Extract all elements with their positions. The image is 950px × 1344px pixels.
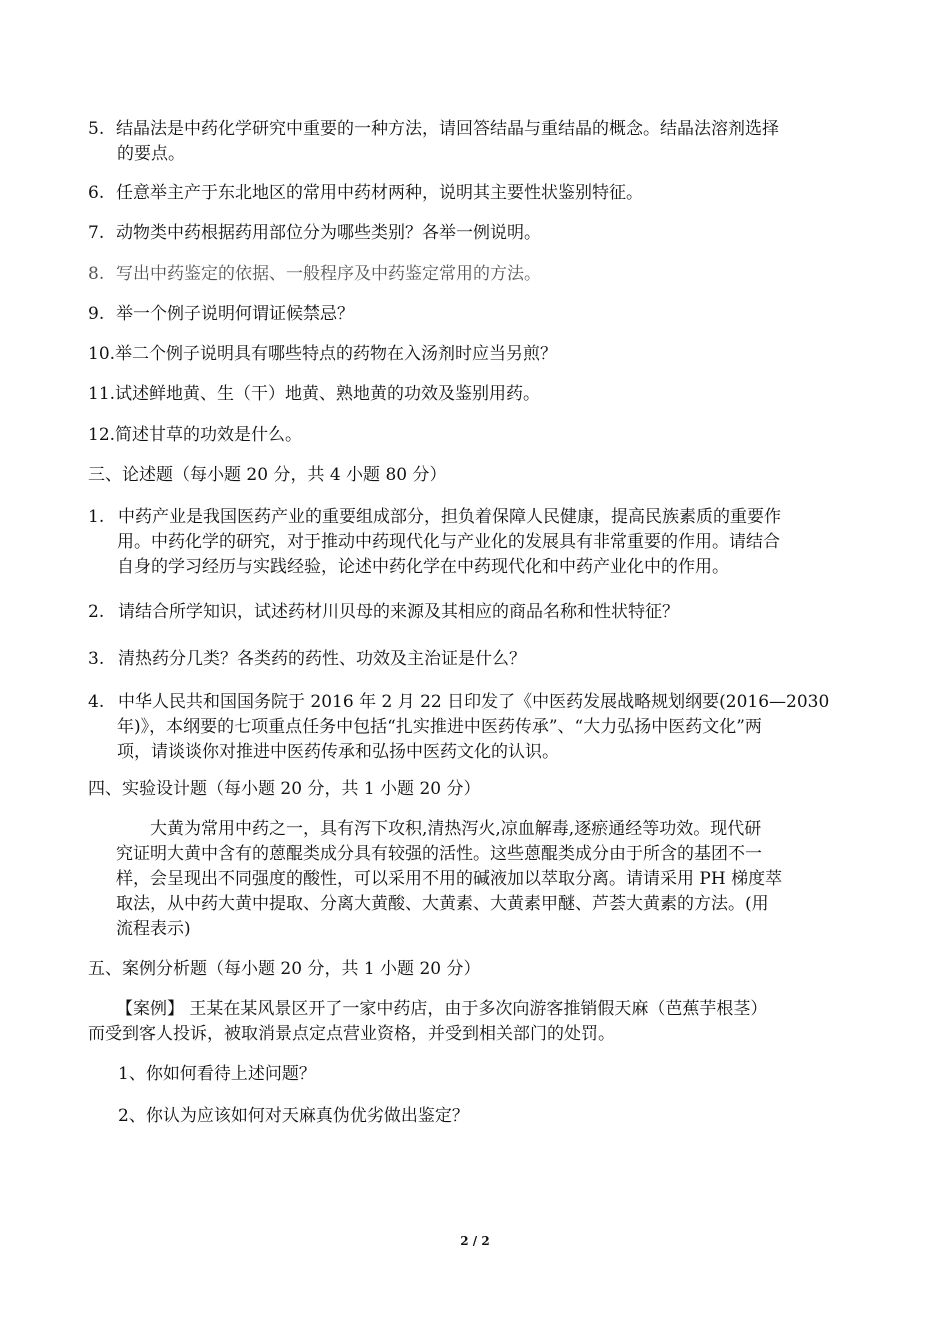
experiment-paragraph-cont: 流程表示) (116, 919, 191, 939)
experiment-paragraph-cont: 取法，从中药大黄中提取、分离大黄酸、大黄素、大黄素甲醚、芦荟大黄素的方法。(用 (116, 894, 769, 914)
question-12: 12.简述甘草的功效是什么。 (88, 425, 303, 445)
page-number: 2 / 2 (460, 1234, 490, 1248)
section-5-heading: 五、案例分析题（每小题 20 分，共 1 小题 20 分） (88, 959, 481, 979)
essay-question-4-cont: 项，请谈谈你对推进中医药传承和弘扬中医药文化的认识。 (117, 742, 559, 762)
essay-question-4-cont: 年)》，本纲要的七项重点任务中包括“扎实推进中医药传承”、“大力弘扬中医药文化”两 (117, 717, 762, 737)
question-10: 10.举二个例子说明具有哪些特点的药物在入汤剂时应当另煎？ (88, 344, 558, 364)
section-4-heading: 四、实验设计题（每小题 20 分，共 1 小题 20 分） (88, 779, 481, 799)
essay-question-4: 4. 中华人民共和国国务院于 2016 年 2 月 22 日印发了《中医药发展战略规划纲要(2016—2030 (88, 692, 830, 712)
question-7: 7. 动物类中药根据药用部位分为哪些类别？各举一例说明。 (88, 223, 541, 243)
section-3-heading: 三、论述题（每小题 20 分，共 4 小题 80 分） (88, 465, 447, 485)
case-paragraph-cont: 而受到客人投诉，被取消景点定点营业资格，并受到相关部门的处罚。 (88, 1024, 615, 1044)
experiment-paragraph-cont: 样，会呈现出不同强度的酸性，可以采用不用的碱液加以萃取分离。请请采用 PH 梯度萃 (116, 869, 783, 889)
experiment-paragraph-cont: 究证明大黄中含有的蒽醌类成分具有较强的活性。这些蒽醌类成分由于所含的基团不一 (116, 844, 762, 864)
essay-question-1: 1. 中药产业是我国医药产业的重要组成部分，担负着保障人民健康，提高民族素质的重要作 (88, 507, 781, 527)
question-5-cont: 的要点。 (117, 144, 185, 164)
question-9: 9. 举一个例子说明何谓证候禁忌？ (88, 304, 354, 324)
question-8: 8. 写出中药鉴定的依据、一般程序及中药鉴定常用的方法。 (88, 264, 541, 284)
question-5: 5. 结晶法是中药化学研究中重要的一种方法，请回答结晶与重结晶的概念。结晶法溶剂选择 (88, 119, 779, 139)
essay-question-2: 2. 请结合所学知识，试述药材川贝母的来源及其相应的商品名称和性状特征？ (88, 602, 679, 622)
essay-question-1-cont: 自身的学习经历与实践经验，论述中药化学在中药现代化和中药产业化中的作用。 (117, 557, 729, 577)
case-paragraph: 【案例】 王某在某风景区开了一家中药店，由于多次向游客推销假天麻（芭蕉芋根茎） (116, 999, 768, 1019)
experiment-paragraph: 大黄为常用中药之一，具有泻下攻积,清热泻火,凉血解毒,逐瘀通经等功效。现代研 (150, 819, 762, 839)
question-11: 11.试述鲜地黄、生（干）地黄、熟地黄的功效及鉴别用药。 (88, 384, 541, 404)
essay-question-3: 3. 清热药分几类？各类药的药性、功效及主治证是什么？ (88, 649, 526, 669)
case-question-2: 2、你认为应该如何对天麻真伪优劣做出鉴定？ (118, 1106, 469, 1126)
case-question-1: 1、你如何看待上述问题？ (118, 1064, 316, 1084)
essay-question-1-cont: 用。中药化学的研究，对于推动中药现代化与产业化的发展具有非常重要的作用。请结合 (117, 532, 780, 552)
question-6: 6. 任意举主产于东北地区的常用中药材两种，说明其主要性状鉴别特征。 (88, 183, 643, 203)
